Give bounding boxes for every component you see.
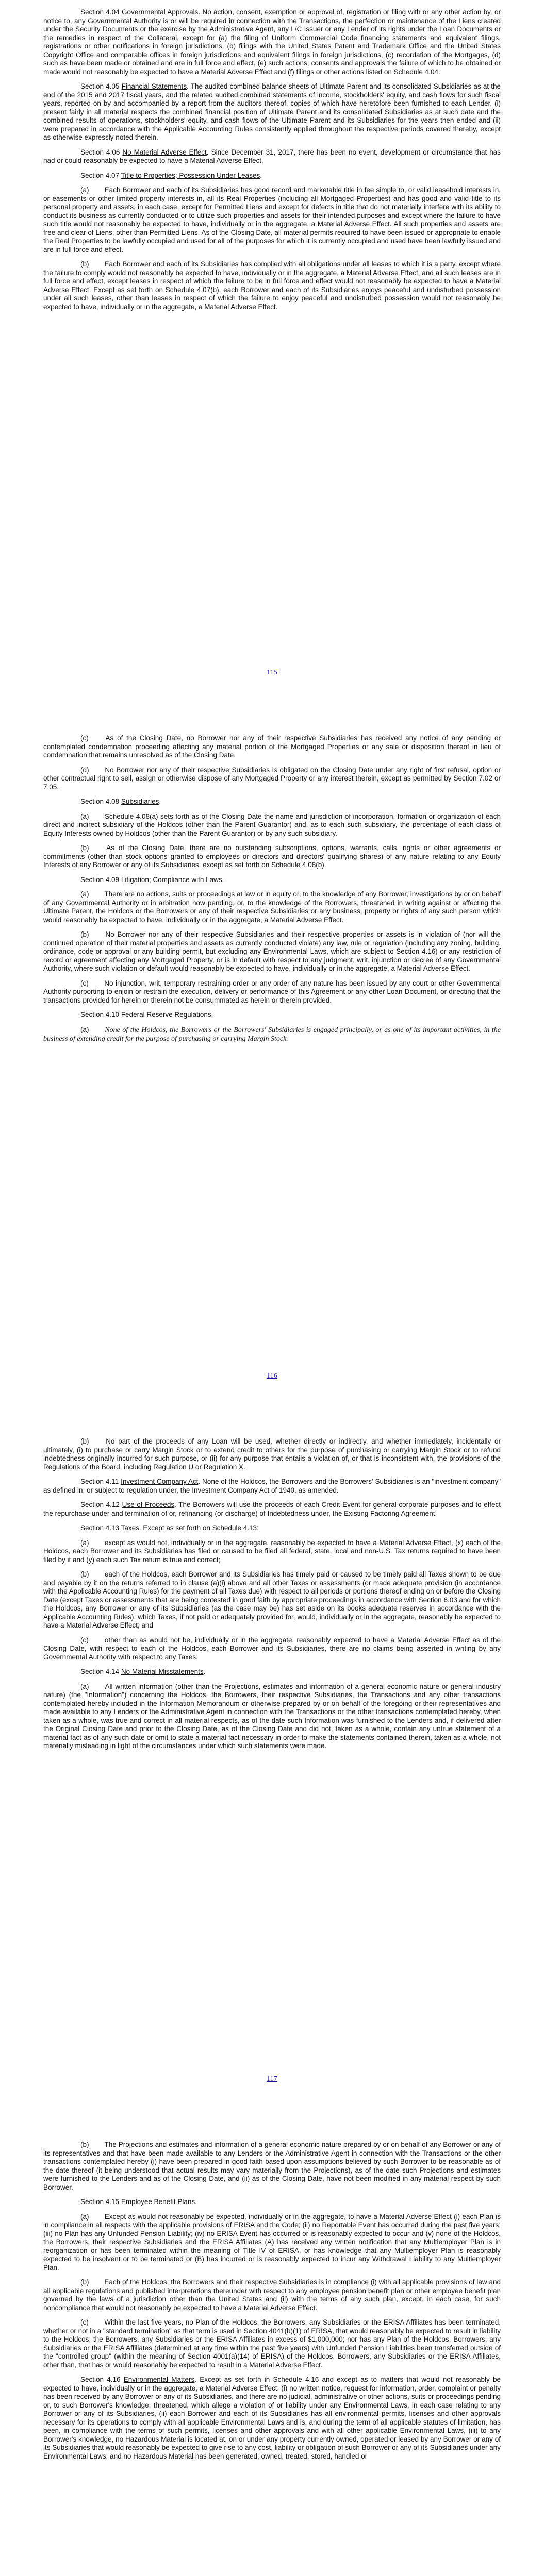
paragraph: Section 4.04 Governmental Approvals. No action, consent, exemption or approval of, registration or filing with or any other action by, or notice to, any Governmental Authority is or will be required in connection with the Transactions, the perfection or maintenance of the Liens created under the Security Documents or the exercise by the Administrative Agent, any L/C Issuer or any Lender of its rights under the Loan Documents or the remedies in respect of the Collateral, except for (a) the filing of Uniform Commercial Code financing statements and equivalent filings, registrations or other notifications in foreign jurisdictions, (b) filings with the United States Patent and Trademark Office and the United States Copyright Office and comparable offices in foreign jurisdictions and equivalent filings in foreign jurisdictions, (c) recordation of the Mortgages, (d) such as have been made or obtained and are in full force and effect, (e) such actions, consents and approvals the failure of which to be obtained or made would not reasonably be expected to have a Material Adverse Effect and (f) filings or other actions listed on Schedule 4.04.: [43, 8, 501, 76]
paragraph: Section 4.12 Use of Proceeds. The Borrowers will use the proceeds of each Credit Event for general corporate purposes and to effect the repurchase under and termination of or, refinancing (or discharge) of Indebtedness under, the Existing Factoring Agreement.: [43, 1501, 501, 1517]
section-title: No Material Adverse Effect: [122, 148, 207, 156]
section-title: Taxes: [121, 1524, 139, 1532]
document-page: [0, 703, 544, 1406]
section-title: Employee Benefit Plans: [121, 2198, 195, 2206]
paragraph: (c) Within the last five years, no Plan of the Holdcos, the Borrowers, any Subsidiaries or the ERISA Affiliates has been terminated, whether or not in a "standard termination" as that term is used in Section 4041(b)(1) of ERISA, that would reasonably be expected to result in liability to the Holdcos, the Borrowers, any Subsidiaries or the ERISA Affiliates in excess of $1,000,000; nor has any Plan of the Holdcos, Borrowers, any Subsidiaries or the ERISA Affiliates (determined at any time within the past five years) with Unfunded Pension Liabilities been transferred outside of the "controlled group" (within the meaning of Section 4001(a)(14) of ERISA) of the Holdcos, Borrowers, any Subsidiaries or the ERISA Affiliates, other than, that has or would reasonably be expected to result in a Material Adverse Effect.: [43, 2318, 501, 2369]
paragraph: (c) As of the Closing Date, no Borrower nor any of their respective Subsidiaries has received any notice of any pending or contemplated condemnation proceeding affecting any material portion of the Mortgaged Properties or any sale or disposition thereof in lieu of condemnation that remains unresolved as of the Closing Date.: [43, 734, 501, 759]
page-body: [43, 734, 501, 1050]
paragraph: Section 4.11 Investment Company Act. None of the Holdcos, the Borrowers and the Borrowers' Subsidiaries is an "investment company" as defined in, or subject to regulation under, the Investment Company Act of 1940, as amended.: [43, 1478, 501, 1494]
page-number-link[interactable]: 116: [267, 1372, 277, 1380]
paragraph: (a) None of the Holdcos, the Borrowers or the Borrowers' Subsidiaries is engaged principally, or as one of its important activities, in the business of extending credit for the purpose of purchasing or carrying Margin Stock.: [43, 1025, 501, 1043]
page-body: [43, 2141, 501, 2467]
section-title: Investment Company Act: [121, 1478, 199, 1485]
section-title: No Material Misstatements: [121, 1668, 204, 1675]
paragraph: (b) Each of the Holdcos, the Borrowers and their respective Subsidiaries is in compliance (i) with all applicable provisions of law and all applicable regulations and published interpretations thereunder with respect to any employee pension benefit plan or other employee benefit plan governed by the laws of a jurisdiction other than the United States and (ii) with the terms of any such plan, except, in each case, for such noncompliance that would not reasonably be expected to have a Material Adverse Effect.: [43, 2278, 501, 2312]
paragraph: Section 4.09 Litigation; Compliance with Laws.: [80, 875, 224, 884]
paragraph: Section 4.15 Employee Benefit Plans.: [80, 2198, 197, 2206]
document-page: [0, 2110, 544, 2576]
paragraph: Section 4.14 No Material Misstatements.: [80, 1668, 206, 1675]
document-page: [0, 0, 544, 703]
paragraph: (c) No injunction, writ, temporary restraining order or any order of any nature has been issued by any court or other Governmental Authority purporting to enjoin or restrain the execution, delivery or performance of this Agreement or any other Loan Document, or directing that the transactions provided for herein or therein not be consummated as herein or therein provided.: [43, 979, 501, 1004]
paragraph: Section 4.08 Subsidiaries.: [80, 798, 161, 805]
paragraph: Section 4.10 Federal Reserve Regulations.: [80, 1011, 213, 1019]
paragraph: (a) Each Borrower and each of its Subsidiaries has good record and marketable title in fee simple to, or valid leasehold interests in, or easements or other limited property interests in, all its Real Properties (including all Mortgaged Properties) and has good and valid title to its personal property and assets, in each case, except for Permitted Liens and except for defects in title that do not materially interfere with its ability to conduct its business as currently conducted or to utilize such properties and assets for their intended purposes and except where the failure to have such title would not reasonably be expected to have, individually or in the aggregate, a Material Adverse Effect. All such properties and assets are free and clear of Liens, other than Permitted Liens. As of the Closing Date, all material permits required to have been issued or appropriate to enable the Real Properties to be lawfully occupied and used for all of the purposes for which it is currently occupied and used have been lawfully issued and are in full force and effect.: [43, 186, 501, 253]
section-title: Financial Statements: [121, 82, 187, 90]
section-title: Federal Reserve Regulations: [121, 1011, 211, 1019]
paragraph: (b) No part of the proceeds of any Loan will be used, whether directly or indirectly, and whether immediately, incidentally or ultimately, (i) to purchase or carry Margin Stock or to extend credit to others for the purpose of purchasing or carrying Margin Stock or to refund indebtedness originally incurred for such purpose, or (ii) for any purpose that entails a violation of, or that is inconsistent with, the provisions of the Regulations of the Board, including Regulation U or Regulation X.: [43, 1437, 501, 1471]
paragraph: (a) except as would not, individually or in the aggregate, reasonably be expected to have a Material Adverse Effect, (x) each of the Holdcos, each Borrower and its Subsidiaries has filed or caused to be filed all federal, state, local and non-U.S. Tax returns required to have been filed by it and (y) each such Tax return is true and correct;: [43, 1538, 501, 1564]
document-page: [0, 1406, 544, 2110]
page-number-link[interactable]: 115: [267, 669, 277, 676]
paragraph: Section 4.07 Title to Properties; Possession Under Leases.: [80, 171, 262, 179]
paragraph: (b) The Projections and estimates and information of a general economic nature prepared by or on behalf of any Borrower or any of its representatives and that have been made available to any Lenders or the Administrative Agent in connection with the Transactions or the other transactions contemplated hereby (i) have been prepared in good faith based upon assumptions believed by such Borrower to be reasonable as of the date thereof (it being understood that actual results may vary materially from the Projections), as of the date such Projections and estimates were furnished to the Lenders and as of the Closing Date, and (ii) as of the Closing Date, have not been modified in any material respect by such Borrower.: [43, 2141, 501, 2191]
paragraph: (a) There are no actions, suits or proceedings at law or in equity or, to the knowledge of any Borrower, investigations by or on behalf of any Governmental Authority or in arbitration now pending, or, to the knowledge of the Borrowers, threatened in writing against or affecting the Ultimate Parent, the Holdcos or the Borrowers or any of their respective Subsidiaries or any business, property or rights of any such person which would reasonably be expected to have, individually or in the aggregate, a Material Adverse Effect.: [43, 890, 501, 924]
paragraph: (b) No Borrower nor any of their respective Subsidiaries and their respective properties or assets is in violation of (nor will the continued operation of their material properties and assets as currently conducted violate) any law, rule or regulation (including any zoning, building, ordinance, code or approval or any building permit, but excluding any Environmental Laws, which are subject to Section 4.16) or any restriction of record or agreement affecting any Mortgaged Property, or is in default with respect to any judgment, writ, injunction or decree of any Governmental Authority, where such violation or default would reasonably be expected to have, individually or in the aggregate, a Material Adverse Effect.: [43, 930, 501, 972]
paragraph: (a) Except as would not reasonably be expected, individually or in the aggregate, to have a Material Adverse Effect (i) each Plan is in compliance in all respects with the applicable provisions of ERISA and the Code; (ii) no Reportable Event has occurred during the past five years; (iii) no Plan has any Unfunded Pension Liability; (iv) no ERISA Event has occurred or is reasonably expected to occur and (v) none of the Holdcos, the Borrowers, their respective Subsidiaries and the ERISA Affiliates (A) has received any written notification that any Multiemployer Plan is in reorganization or has been terminated within the meaning of Title IV of ERISA, or has knowledge that any Multiemployer Plan is reasonably expected to be insolvent or to be terminated or (B) has incurred or is reasonably expected to incur any Withdrawal Liability to any Multiemployer Plan.: [43, 2212, 501, 2272]
page-body: [43, 8, 501, 317]
paragraph: (a) Schedule 4.08(a) sets forth as of the Closing Date the name and jurisdiction of incorporation, formation or organization of each direct and indirect subsidiary of the Holdcos (other than the Parent Guarantor) and, as to each such subsidiary, the percentage of each class of Equity Interests owned by Holdcos (other than the Parent Guarantor) or by any such subsidiary.: [43, 812, 501, 837]
section-title: Environmental Matters: [123, 2376, 195, 2383]
page-number-link[interactable]: 117: [267, 2075, 277, 2083]
paragraph: (b) each of the Holdcos, each Borrower and its Subsidiaries has timely paid or caused to be timely paid all Taxes shown to be due and payable by it on the returns referred to in clause (a)(i) above and all other Taxes or assessments (or made adequate provision (in accordance with the Applicable Accounting Rules) for the payment of all Taxes due) with respect to all periods or portions thereof ending on or before the Closing Date (except Taxes or assessments that are being contested in good faith by appropriate proceedings in accordance with Section 6.03 and for which the Holdcos, any Borrower or any of its Subsidiaries (as the case may be) has set aside on its books adequate reserves in accordance with the Applicable Accounting Rules), which Taxes, if not paid or adequately provided for, would, individually or in the aggregate, reasonably be expected to have a Material Adverse Effect; and: [43, 1570, 501, 1629]
paragraph: Section 4.13 Taxes. Except as set forth on Schedule 4.13:: [80, 1524, 259, 1532]
page-body: [43, 1437, 501, 1757]
section-title: Litigation; Compliance with Laws: [121, 875, 222, 884]
paragraph: (a) All written information (other than the Projections, estimates and information of a general economic nature or general industry nature) (the "Information") concerning the Holdcos, the Borrowers, their respective Subsidiaries, the Transactions and any other transactions contemplated hereby included in the Information Memorandum or otherwise prepared by or on behalf of the foregoing or their representatives and made available to any Lenders or the Administrative Agent in connection with the Transactions or the other transactions contemplated hereby, when taken as a whole, was true and correct in all material respects, as of the date such Information was furnished to the Lenders and, if delivered after the Original Closing Date and prior to the Closing Date, as of the Closing Date and did not, taken as a whole, contain any untrue statement of a material fact as of any such date or omit to state a material fact necessary in order to make the statements contained therein, taken as a whole, not materially misleading in light of the circumstances under which such statements were made.: [43, 1682, 501, 1750]
paragraph: Section 4.06 No Material Adverse Effect. Since December 31, 2017, there has been no event, development or circumstance that has had or could reasonably be expected to have a Material Adverse Effect.: [43, 148, 501, 164]
section-title: Governmental Approvals: [121, 8, 199, 16]
section-title: Subsidiaries: [121, 798, 159, 805]
section-title: Title to Properties; Possession Under Leases: [121, 171, 260, 179]
paragraph: Section 4.05 Financial Statements. The audited combined balance sheets of Ultimate Parent and its consolidated Subsidiaries as at the end of the 2015 and 2017 fiscal years, and the related audited combined statements of income, stockholders' equity, and cash flows for such fiscal years, reported on by and accompanied by a report from the auditors thereof, copies of which have heretofore been furnished to each Lender, (i) present fairly in all material respects the combined financial position of Ultimate Parent and its consolidated Subsidiaries as at such date and the combined results of operations, stockholders' equity, and cash flows of the Ultimate Parent and its Subsidiaries for the years then ended and (ii) were prepared in accordance with the Applicable Accounting Rules consistently applied throughout the respective periods covered thereby, except as otherwise expressly noted therein.: [43, 82, 501, 141]
paragraph: (d) No Borrower nor any of their respective Subsidiaries is obligated on the Closing Date under any right of first refusal, option or other contractual right to sell, assign or otherwise dispose of any Mortgaged Property or any interest therein, except as permitted by Section 7.02 or 7.05.: [43, 766, 501, 791]
paragraph: (b) As of the Closing Date, there are no outstanding subscriptions, options, warrants, calls, rights or other agreements or commitments (other than stock options granted to employees or directors and directors' qualifying shares) of any nature relating to any Equity Interests of any Borrower or any of its Subsidiaries, except as set forth on Schedule 4.08(b).: [43, 844, 501, 869]
paragraph: Section 4.16 Environmental Matters. Except as set forth in Schedule 4.16 and except as to matters that would not reasonably be expected to have, individually or in the aggregate, a Material Adverse Effect: (i) no written notice, request for information, order, complaint or penalty has been received by any Borrower or any of its Subsidiaries, and there are no judicial, administrative or other actions, suits or proceedings pending or, to such Borrower's knowledge, threatened, which allege a violation of or liability under any Environmental Laws, in each case relating to any Borrower or any of its Subsidiaries, (ii) each Borrower and each of its Subsidiaries has all environmental permits, licenses and other approvals necessary for its operations to comply with all applicable Environmental Laws and is, and during the term of all applicable statutes of limitation, has been, in compliance with the terms of such permits, licenses and other approvals and with all other applicable Environmental Laws, (iii) to any Borrower's knowledge, no Hazardous Material is located at, on or under any property currently owned, operated or leased by any Borrower or any of its Subsidiaries that would reasonably be expected to give rise to any cost, liability or obligation of such Borrower or any of its Subsidiaries under any Environmental Laws, and no Hazardous Material has been generated, owned, treated, stored, handled or: [43, 2376, 501, 2460]
paragraph: (c) other than as would not be, individually or in the aggregate, reasonably expected to have a Material Adverse Effect as of the Closing Date, with respect to each of the Holdcos, each Borrower and its Subsidiaries, there are no claims being asserted in writing by any Governmental Authority with respect to any Taxes.: [43, 1636, 501, 1661]
section-title: Use of Proceeds: [122, 1501, 175, 1509]
paragraph: (b) Each Borrower and each of its Subsidiaries has complied with all obligations under all leases to which it is a party, except where the failure to comply would not reasonably be expected to have, individually or in the aggregate, a Material Adverse Effect, and all such leases are in full force and effect, except leases in respect of which the failure to be in full force and effect would not reasonably be expected to have a Material Adverse Effect. Except as set forth on Schedule 4.07(b), each Borrower and each of its Subsidiaries enjoys peaceful and undisturbed possession under all such leases, other than leases in respect of which the failure to enjoy peaceful and undisturbed possession would not reasonably be expected to have, individually or in the aggregate, a Material Adverse Effect.: [43, 260, 501, 311]
